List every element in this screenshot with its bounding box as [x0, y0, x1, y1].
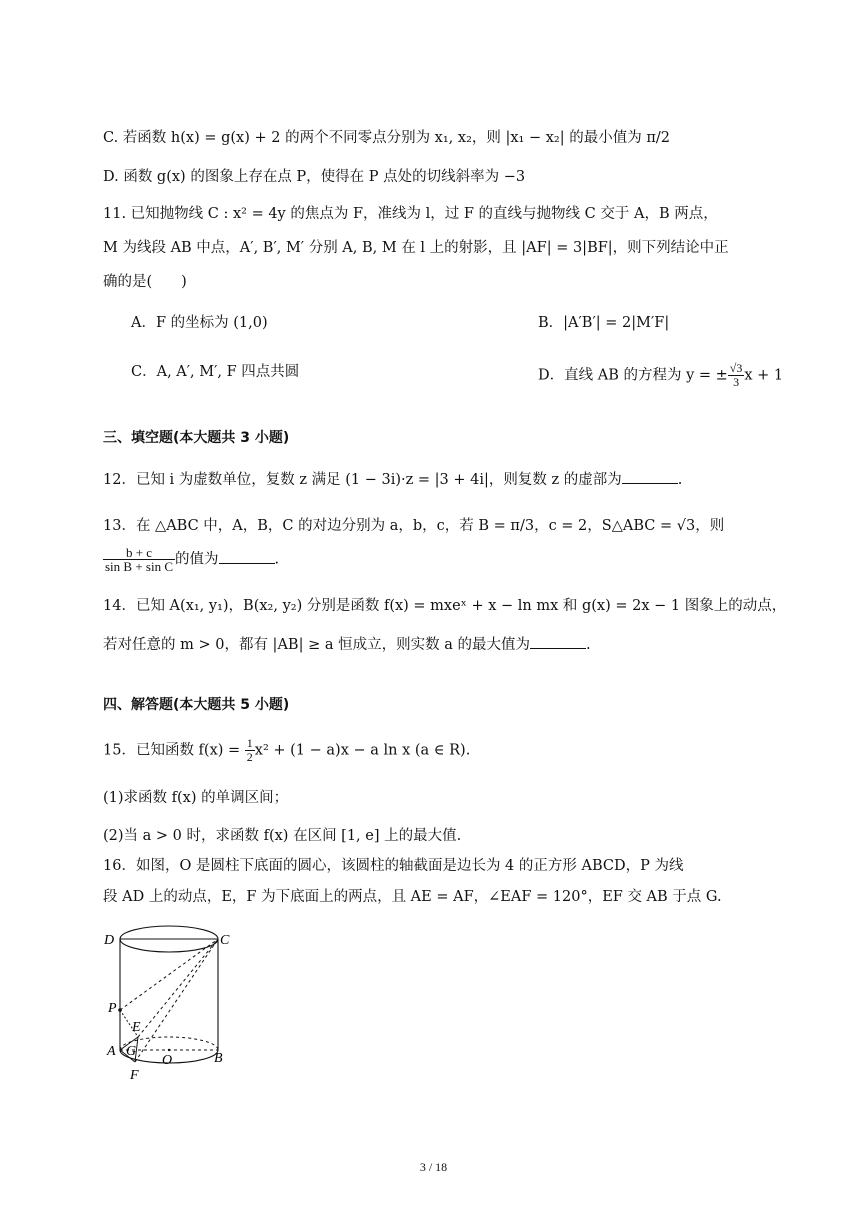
- option-d: D. 函数 g(x) 的图象上存在点 P，使得在 P 点处的切线斜率为 −3: [103, 169, 526, 185]
- q11-option-d-text: [538, 362, 783, 389]
- period: .: [585, 637, 591, 653]
- q11-option-c-text: C．A, A′, M′, F 四点共圆: [131, 364, 300, 380]
- option-c: C. 若函数 h(x) = g(x) + 2 的两个不同零点分别为 x₁, x₂，则 |x₁ − x₂| 的最小值为 π/2: [103, 130, 670, 146]
- cylinder-figure: [100, 920, 240, 1090]
- q11-option-d-fraction: [728, 362, 745, 389]
- question-13-suffix: 的值为: [175, 551, 219, 568]
- answer-blank: [622, 469, 678, 484]
- period: .: [274, 551, 280, 568]
- label-d: D: [104, 933, 115, 948]
- q11-option-b-text: B．|A′B′| = 2|M′F|: [538, 315, 670, 331]
- label-b: B: [214, 1051, 223, 1066]
- question-12-text: 12．已知 i 为虚数单位，复数 z 满足 (1 − 3i)·z = |3 + 4i|，则复数 z 的虚部为: [103, 472, 622, 488]
- q11-option-d-prefix: D．直线 AB 的方程为 y = ±: [538, 367, 728, 384]
- question-15-prefix: 15．已知函数 f(x) =: [103, 742, 245, 759]
- question-16-line2: 段 AD 上的动点，E，F 为下底面上的两点，且 AE = AF，∠EAF = 120°，EF 交 AB 于点 G.: [103, 889, 722, 905]
- fraction-numerator: √3: [729, 361, 743, 375]
- question-15-suffix: x² + (1 − a)x − a ln x (a ∈ R): [254, 742, 466, 759]
- answer-blank: [219, 549, 275, 564]
- q11-option-a-text: A．F 的坐标为 (1,0): [131, 315, 268, 331]
- q11-option-a: [131, 313, 783, 333]
- label-o: O: [162, 1053, 173, 1068]
- point-p: [118, 1008, 122, 1012]
- q15-fraction: [245, 737, 255, 764]
- label-p: P: [108, 1001, 117, 1016]
- question-11-line2: M 为线段 AB 中点，A′, B′, M′ 分别 A, B, M 在 l 上的射影，且 |AF| = 3|BF|，则下列结论中正: [103, 240, 729, 256]
- period: .: [677, 472, 683, 488]
- question-16-line1: 16．如图，O 是圆柱下底面的圆心，该圆柱的轴截面是边长为 4 的正方形 ABCD，P 为线: [103, 858, 684, 874]
- question-12: [103, 469, 783, 490]
- fraction-denominator: 3: [733, 375, 740, 389]
- segment-fc: [135, 939, 218, 1062]
- q11-option-d-suffix: x + 1: [744, 367, 784, 384]
- label-c: C: [220, 933, 230, 948]
- question-11-line3: 确的是( ): [103, 274, 187, 290]
- point-o: [168, 1049, 170, 1051]
- fraction-numerator: b + c: [103, 546, 175, 560]
- fraction-denominator: sin B + sin C: [105, 559, 174, 574]
- question-13-line2: [103, 546, 783, 573]
- page-number: 3 / 18: [419, 1160, 448, 1174]
- label-e: E: [132, 1020, 141, 1035]
- question-14-line2: [103, 634, 783, 655]
- question-14-text: 若对任意的 m > 0，都有 |AB| ≥ a 恒成立，则实数 a 的最大值为: [103, 637, 530, 653]
- label-a: A: [107, 1044, 116, 1059]
- question-14-line1: 14．已知 A(x₁, y₁)，B(x₂, y₂) 分别是函数 f(x) = mxeˣ + x − ln mx 和 g(x) = 2x − 1 图象上的动点，: [103, 598, 787, 614]
- question-13-line1: 13．在 △ABC 中，A，B，C 的对边分别为 a，b，c，若 B = π/3，c = 2，S△ABC = √3，则: [103, 518, 725, 534]
- q13-fraction: [103, 546, 175, 573]
- question-11-line1: 11. 已知抛物线 C : x² = 4y 的焦点为 F，准线为 l，过 F 的直线与抛物线 C 交于 A，B 两点，: [103, 206, 718, 222]
- q11-option-c: [131, 361, 784, 389]
- label-f: F: [130, 1068, 139, 1083]
- answer-blank: [530, 634, 586, 649]
- question-15-part2: (2)当 a > 0 时，求函数 f(x) 在区间 [1, e] 上的最大值.: [103, 828, 462, 844]
- fraction-numerator: 1: [246, 736, 253, 750]
- label-g: G: [126, 1044, 137, 1059]
- question-15: [103, 737, 783, 764]
- section-3-heading: 三、填空题(本大题共 3 小题): [103, 430, 290, 446]
- section-4-heading: 四、解答题(本大题共 5 小题): [103, 697, 290, 713]
- question-15-part1: (1)求函数 f(x) 的单调区间；: [103, 790, 289, 806]
- fraction-denominator: 2: [246, 750, 253, 764]
- period: .: [465, 742, 471, 759]
